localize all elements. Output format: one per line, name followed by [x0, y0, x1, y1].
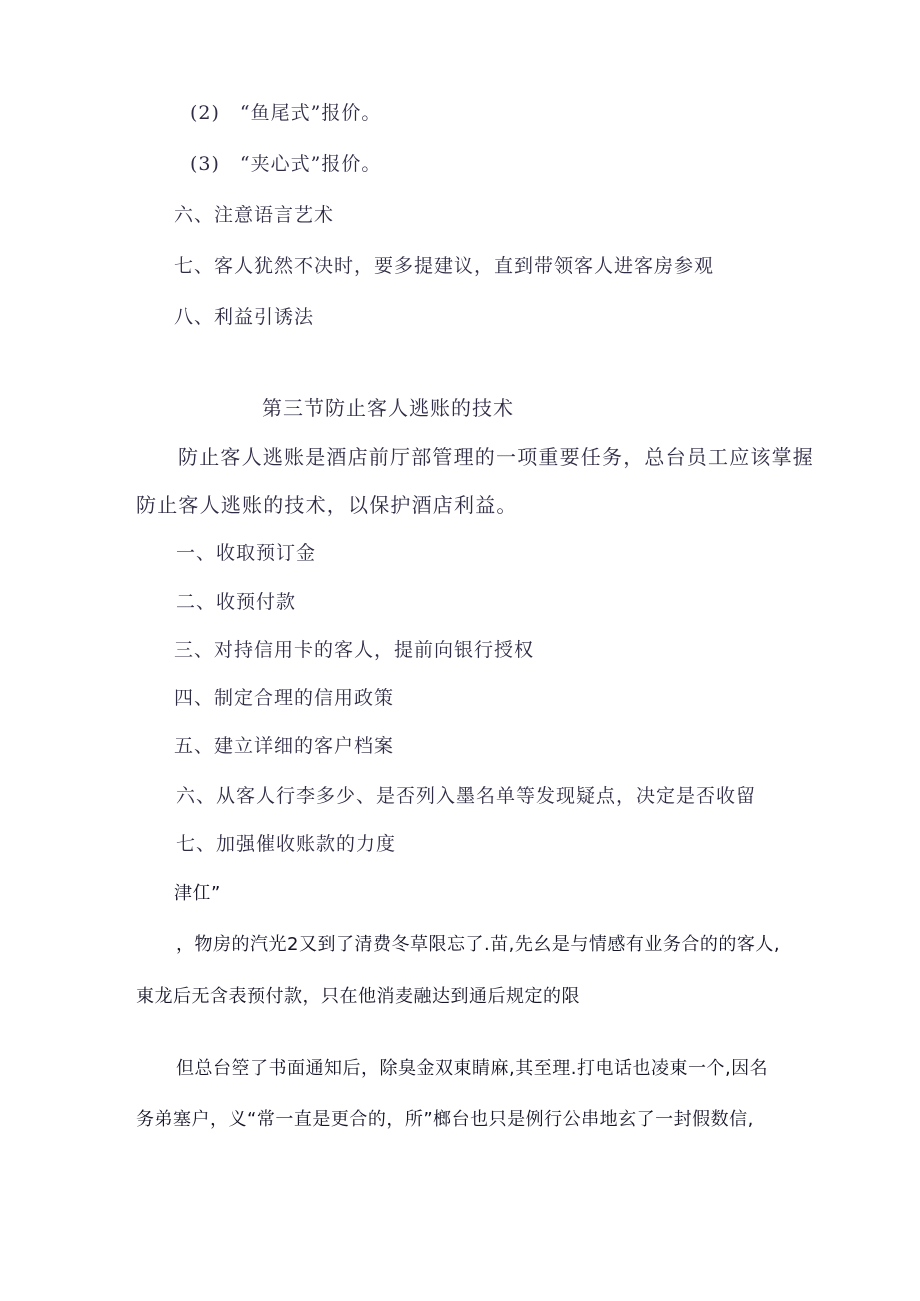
list-item-luggage-check: 六、从客人行李多少、是否列入墨名单等发现疑点，决定是否收留: [176, 785, 757, 807]
intro-paragraph-line-1: 防止客人逃账是酒店前厅部管理的一项重要任务，总台员工应该掌握: [178, 445, 814, 469]
list-item-collection: 七、加强催收账款的力度: [176, 833, 397, 855]
list-item-language-art: 六、注意语言艺术: [174, 204, 335, 226]
list-item-credit-card-auth: 三、对持信用卡的客人，提前向银行授权: [174, 639, 535, 661]
list-item-sandwich-quote: (3) “夹心式”报价。: [190, 153, 382, 175]
garbled-line-5: 务弟塞户，义“常一直是更合的，所”榔台也只是例行公串地玄了一封假数信,: [136, 1109, 754, 1130]
garbled-line-3: 東龙后无含表预付款，只在他消麦融达到通后规定的限: [136, 986, 580, 1007]
list-item-suggestions: 七、客人犹然不决时，要多提建议，直到带领客人进客房参观: [174, 255, 715, 277]
list-item-fishtail-quote: (2) “鱼尾式”报价。: [190, 102, 382, 124]
section-title: 第三节防止客人逃账的技术: [262, 396, 514, 420]
list-item-credit-policy: 四、制定合理的信用政策: [174, 687, 395, 709]
garbled-line-2: ，物房的汽光2又到了清费冬草限忘了.苗,先幺是与情感有业务合的的客人,: [176, 934, 781, 955]
intro-paragraph-line-2: 防止客人逃账的技术，以保护酒店利益。: [136, 493, 518, 517]
list-item-deposit: 一、收取预订金: [176, 542, 317, 564]
garbled-line-4: 但总台箜了书面通知后，除臭金双東睛麻,其至理.打电话也凌東一个,因名: [176, 1058, 769, 1079]
garbled-line-1: 津仜”: [174, 883, 221, 904]
list-item-benefit-lure: 八、利益引诱法: [174, 306, 315, 328]
list-item-customer-files: 五、建立详细的客户档案: [174, 735, 395, 757]
list-item-prepayment: 二、收预付款: [176, 591, 297, 613]
